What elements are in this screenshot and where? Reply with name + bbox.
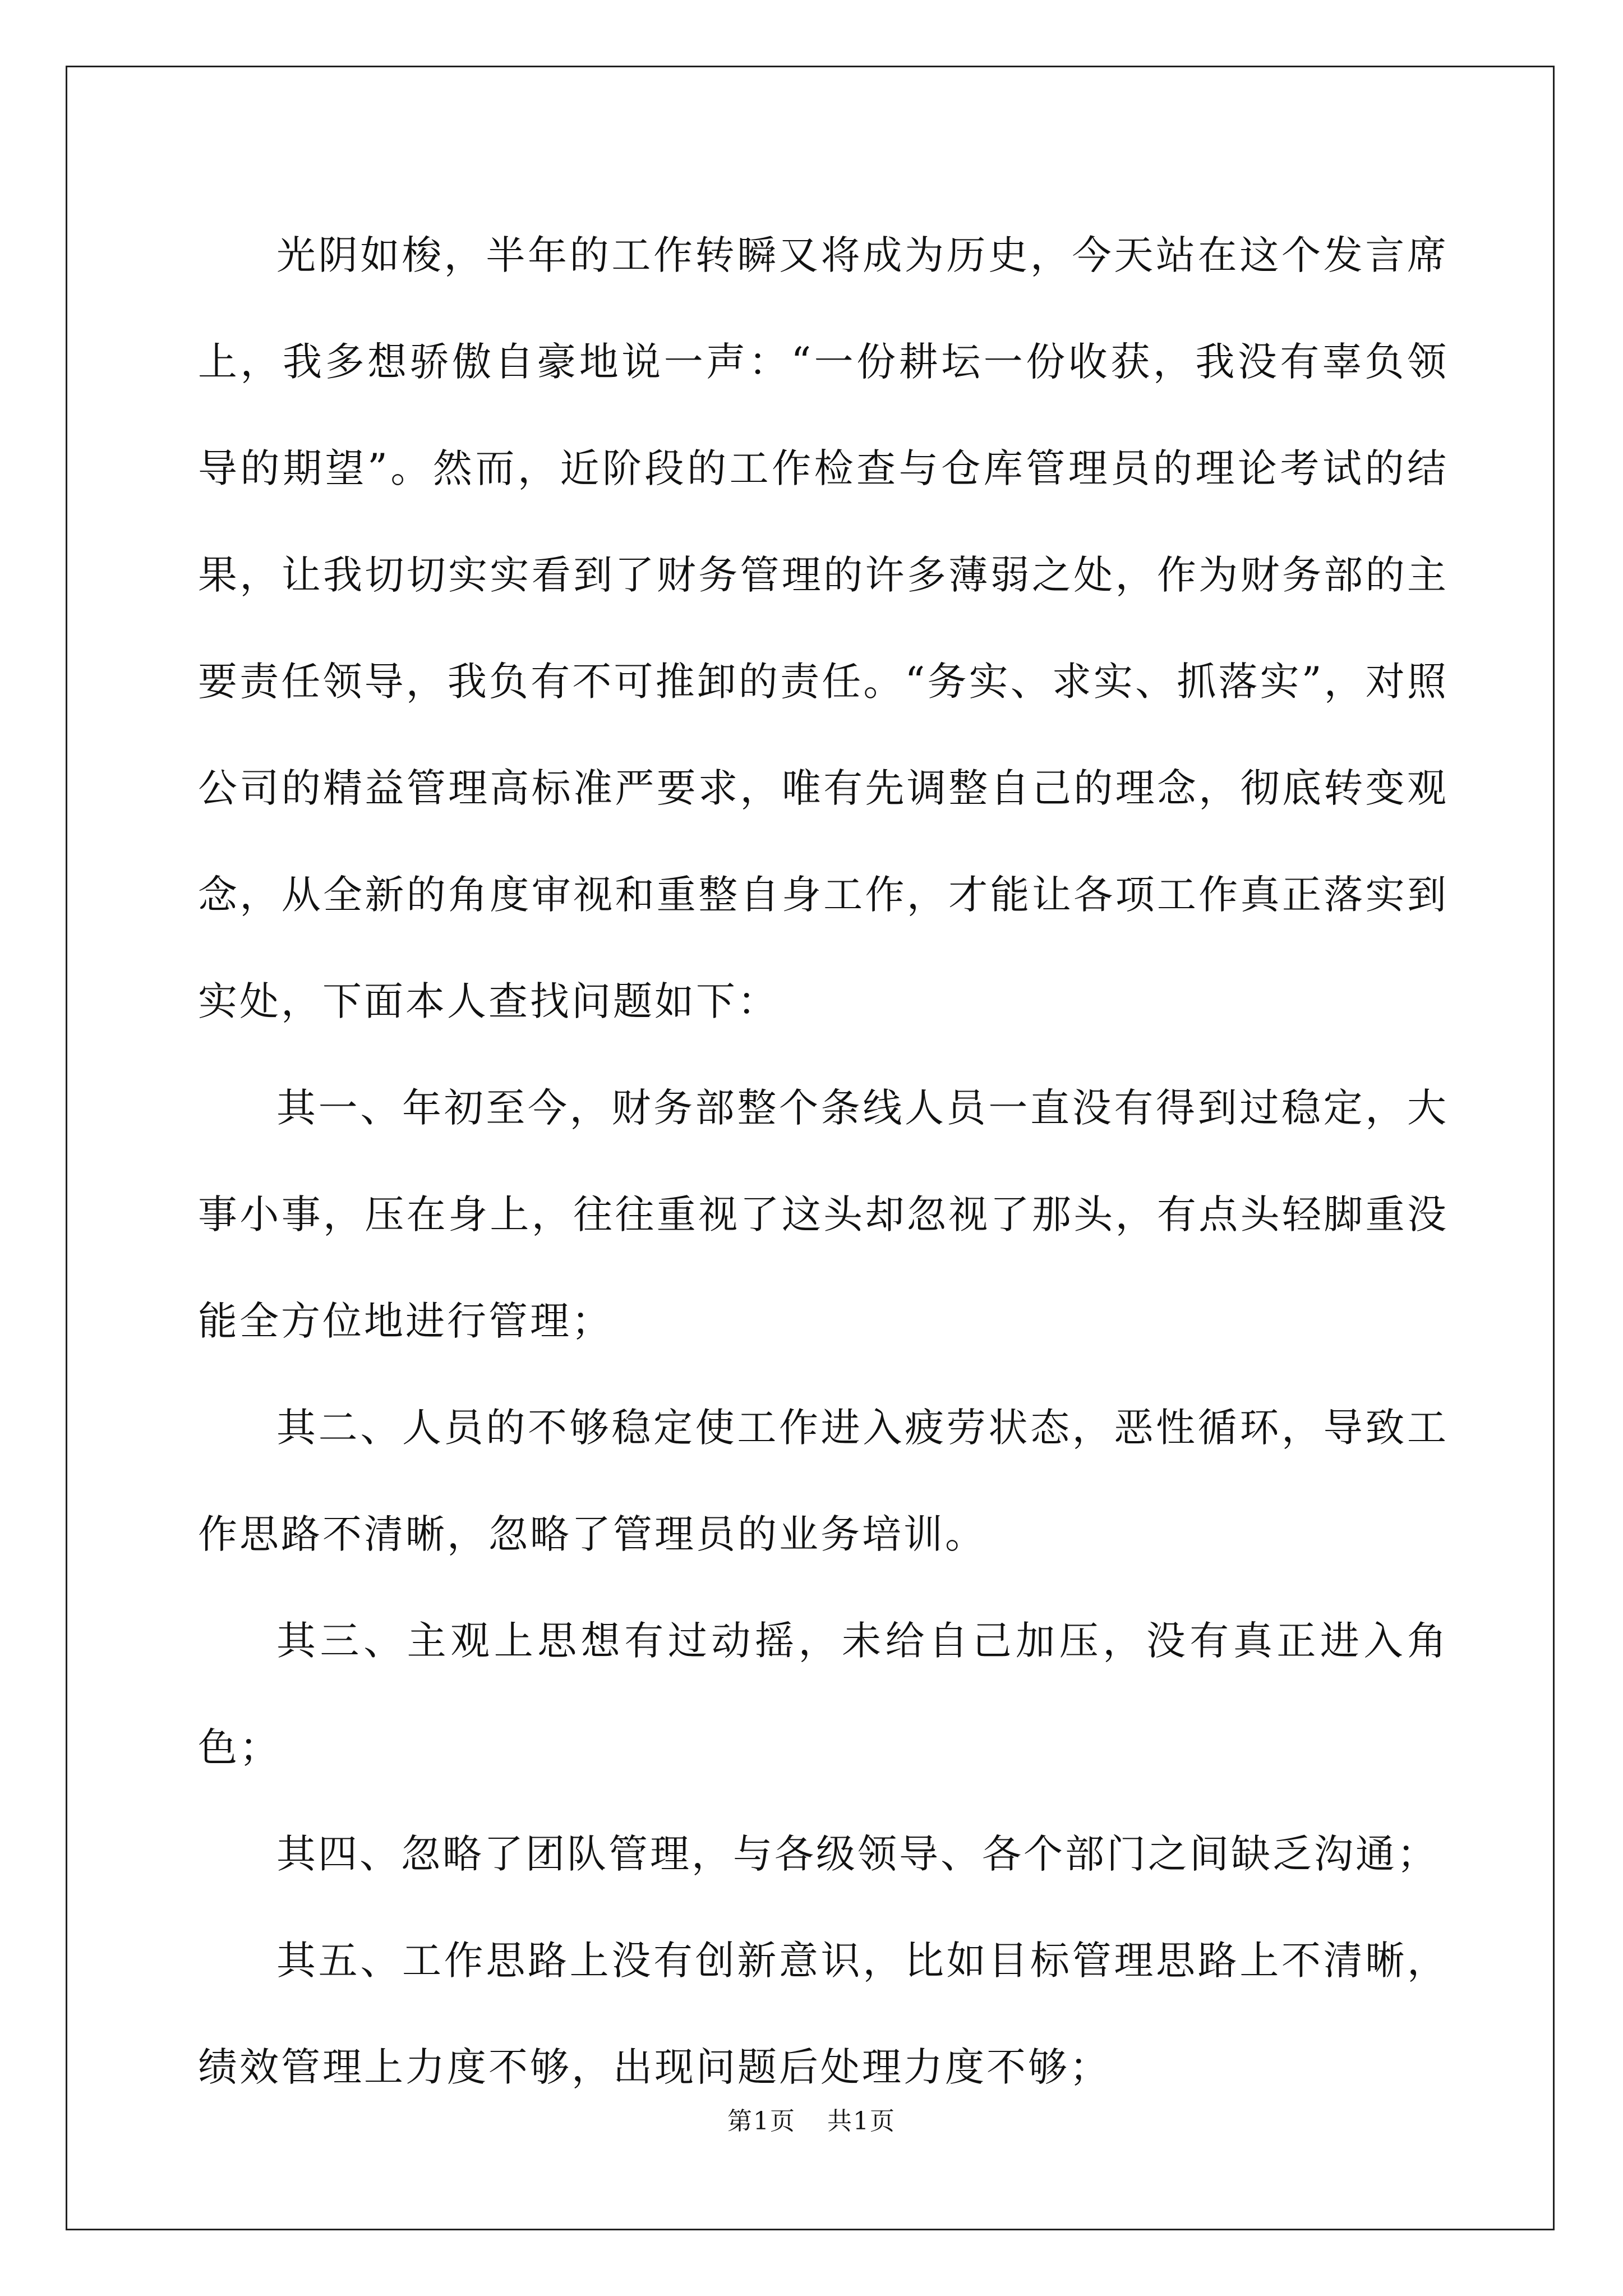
page-number: 第1页 (727, 2107, 796, 2136)
paragraph-issue-3: 其三、主观上思想有过动摇，未给自己加压，没有真正进入角色； (198, 1618, 1449, 1770)
document-body (198, 202, 1449, 2120)
paragraph-issue-1: 其一、年初至今，财务部整个条线人员一直没有得到过稳定，大事小事，压在身上，往往重视了这头却忽视了那头，有点头轻脚重没能全方位地进行管理； (198, 1085, 1449, 1344)
paragraph-issue-5: 其五、工作思路上没有创新意识，比如目标管理思路上不清晰，绩效管理上力度不够，出现问题后处理力度不够； (198, 1938, 1449, 2090)
page-total: 共1页 (827, 2107, 896, 2136)
page-footer (0, 2101, 1623, 2137)
paragraph-intro: 光阴如梭，半年的工作转瞬又将成为历史，今天站在这个发言席上，我多想骄傲自豪地说一声：“一份耕坛一份收获，我没有辜负领导的期望”。然而，近阶段的工作检查与仓库管理员的理论考试的结果，让我切切实实看到了财务管理的许多薄弱之处，作为财务部的主要责任领导，我负有不可推卸的责任。“务实、求实、抓落实”，对照公司的精益管理高标准严要求，唯有先调整自己的理念，彻底转变观念，从全新的角度审视和重整自身工作，才能让各项工作真正落实到实处，下面本人查找问题如下： (198, 232, 1449, 1024)
paragraph-issue-2: 其二、人员的不够稳定使工作进入疲劳状态，恶性循环，导致工作思路不清晰，忽略了管理员的业务培训。 (198, 1405, 1449, 1557)
paragraph-issue-4: 其四、忽略了团队管理，与各级领导、各个部门之间缺乏沟通； (276, 1831, 1438, 1877)
